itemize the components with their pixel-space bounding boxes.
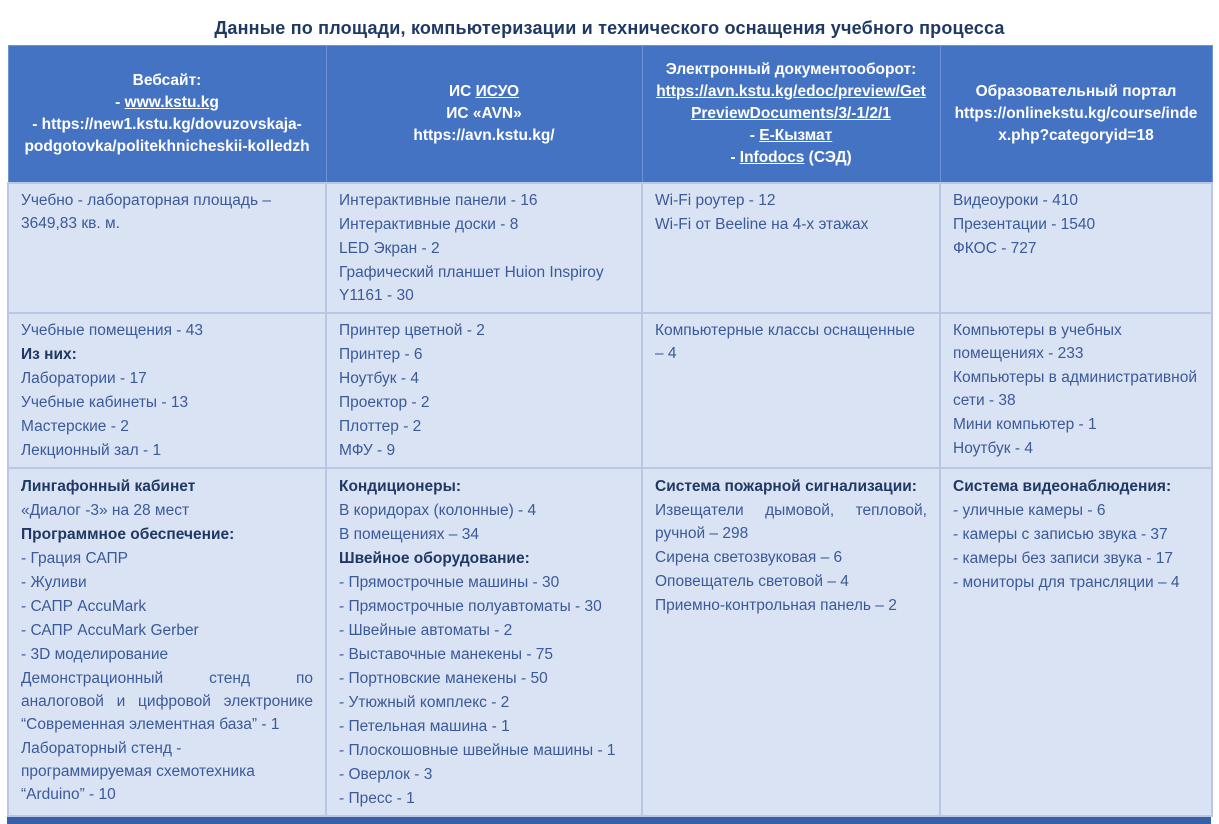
cell-line: - Плоскошовные швейные машины - 1 xyxy=(339,741,616,759)
cell-line: Принтер - 6 xyxy=(339,345,423,363)
cell-r1-c1 xyxy=(8,183,326,313)
cell-r2-c4 xyxy=(940,313,1212,468)
cell-line: Компьютеры в учебных помещениях - 233 xyxy=(953,321,1122,362)
header-text: https://avn.kstu.kg/ xyxy=(413,126,555,144)
cell-line: Графический планшет Huion Inspiroy Y1161 - 30 xyxy=(339,263,604,304)
cell-r2-c1 xyxy=(8,313,326,468)
header-line xyxy=(337,103,632,125)
cell-line: Мини компьютер - 1 xyxy=(953,415,1097,433)
cell-r3-c2 xyxy=(326,468,642,816)
cell-r1-c3 xyxy=(642,183,940,313)
cell-r3-c3 xyxy=(642,468,940,816)
cell-line: ФКОС - 727 xyxy=(953,239,1037,257)
cell-line: Компьютерные классы оснащенные – 4 xyxy=(655,321,916,362)
cell-line: Оповещатель световой – 4 xyxy=(655,572,849,590)
cell-line: - камеры без записи звука - 17 xyxy=(953,549,1173,567)
cell-line: «Диалог -3» на 28 мест xyxy=(21,501,190,519)
cell-line: Мастерские - 2 xyxy=(21,417,129,435)
cell-line: Учебные кабинеты - 13 xyxy=(21,393,189,411)
header-line xyxy=(653,147,930,169)
header-line xyxy=(653,81,930,125)
header-text: ИС xyxy=(448,82,476,100)
cell-line: Лаборатории - 17 xyxy=(21,369,147,387)
cell-line: Сирена светозвуковая – 6 xyxy=(655,548,843,566)
header-text: ИС «AVN» xyxy=(446,104,522,122)
header-line xyxy=(653,59,930,81)
cell-heading: Швейное оборудование: xyxy=(339,549,530,567)
header-text: Электронный документооборот: xyxy=(665,60,917,78)
cell-line: Интерактивные доски - 8 xyxy=(339,215,519,233)
table-row-1 xyxy=(8,183,1212,313)
cell-line: Учебно - лабораторная площадь – 3649,83 кв. м. xyxy=(21,191,271,232)
cell-line: - Жуливи xyxy=(21,573,87,591)
cell-line: - Выставочные манекены - 75 xyxy=(339,645,554,663)
cell-heading: Система пожарной сигнализации: xyxy=(655,477,917,495)
header-text: (СЭД) xyxy=(804,148,852,166)
cell-line: В помещениях – 34 xyxy=(339,525,479,543)
page-title: Данные по площади, компьютеризации и технического оснащения учебного процесса xyxy=(214,18,1005,38)
cell-r1-c4 xyxy=(940,183,1212,313)
header-row xyxy=(8,46,1212,183)
header-link[interactable]: https://avn.kstu.kg/edoc/preview/GetPreviewDocuments/3/-1/2/1 xyxy=(656,82,926,122)
cell-line: Проектор - 2 xyxy=(339,393,430,411)
header-cell-edu-portal xyxy=(940,46,1212,183)
cell-line: - Прямострочные машины - 30 xyxy=(339,573,560,591)
cell-line: В коридорах (колонные) - 4 xyxy=(339,501,537,519)
header-line xyxy=(337,125,632,147)
header-line xyxy=(19,70,316,92)
cell-line: - Утюжный комплекс - 2 xyxy=(339,693,510,711)
cell-line: Wi-Fi от Beeline на 4-х этажах xyxy=(655,215,869,233)
cell-heading: Система видеонаблюдения: xyxy=(953,477,1172,495)
cell-line: Плоттер - 2 xyxy=(339,417,422,435)
cell-r2-c2 xyxy=(326,313,642,468)
cell-line: Извещатели дымовой, тепловой, ручной – 298 xyxy=(655,501,927,542)
header-link[interactable]: www.kstu.kg xyxy=(124,93,219,111)
header-cell-website xyxy=(8,46,326,183)
cell-line: Принтер цветной - 2 xyxy=(339,321,485,339)
table-row-3 xyxy=(8,468,1212,816)
cell-line: - САПР AccuMark Gerber xyxy=(21,621,199,639)
header-line xyxy=(951,103,1202,147)
cell-line: Wi-Fi роутер - 12 xyxy=(655,191,776,209)
header-text: https://onlinekstu.kg/course/index.php?categoryid=18 xyxy=(954,104,1198,144)
cell-r3-c4 xyxy=(940,468,1212,816)
table-bottom-border xyxy=(7,45,1211,824)
header-line xyxy=(653,125,930,147)
header-text: Образовательный портал xyxy=(975,82,1177,100)
cell-line: - Грация САПР xyxy=(21,549,128,567)
cell-line: МФУ - 9 xyxy=(339,441,396,459)
cell-line: Демонстрационный стенд по аналоговой и цифровой электронике “Современная элементная база” - 1 xyxy=(21,669,313,733)
cell-line: - уличные камеры - 6 xyxy=(953,501,1106,519)
cell-line: LED Экран - 2 xyxy=(339,239,440,257)
cell-line: - Петельная машина - 1 xyxy=(339,717,510,735)
cell-line: - САПР AccuMark xyxy=(21,597,147,615)
cell-r2-c3 xyxy=(642,313,940,468)
cell-line: - Швейные автоматы - 2 xyxy=(339,621,513,639)
cell-r3-c1 xyxy=(8,468,326,816)
cell-line: Интерактивные панели - 16 xyxy=(339,191,538,209)
cell-heading: Лингафонный кабинет xyxy=(21,477,196,495)
header-text: - https://new1.kstu.kg/dovuzovskaja-podgotovka/politekhnicheskii-kolledzh xyxy=(24,115,310,155)
cell-heading: Программное обеспечение: xyxy=(21,525,235,543)
cell-line: - мониторы для трансляции – 4 xyxy=(953,573,1180,591)
header-line xyxy=(951,81,1202,103)
cell-line: - Прямострочные полуавтоматы - 30 xyxy=(339,597,602,615)
header-cell-info-systems xyxy=(326,46,642,183)
data-table xyxy=(7,45,1213,817)
cell-line: Лабораторный стенд - программируемая схемотехника “Arduino” - 10 xyxy=(21,739,255,803)
cell-line: Компьютеры в административной сети - 38 xyxy=(953,368,1197,409)
cell-line: Презентации - 1540 xyxy=(953,215,1096,233)
header-text: - xyxy=(749,126,760,144)
cell-heading: Кондиционеры: xyxy=(339,477,462,495)
header-text: Вебсайт: xyxy=(132,71,202,89)
header-text: - xyxy=(115,93,125,111)
header-link[interactable]: Е-Кызмат xyxy=(759,126,833,144)
cell-line: Ноутбук - 4 xyxy=(339,369,419,387)
header-link[interactable]: ИСУО xyxy=(475,82,520,100)
cell-line: - Портновские манекены - 50 xyxy=(339,669,548,687)
header-text: - xyxy=(730,148,740,166)
cell-line: - Пресс - 1 xyxy=(339,789,415,807)
header-cell-edoc xyxy=(642,46,940,183)
cell-heading: Из них: xyxy=(21,345,77,363)
cell-line: - 3D моделирование xyxy=(21,645,169,663)
cell-line: Учебные помещения - 43 xyxy=(21,321,203,339)
table-body xyxy=(8,183,1212,816)
header-link[interactable]: Infodocs xyxy=(739,148,805,166)
cell-line: Видеоуроки - 410 xyxy=(953,191,1078,209)
header-line xyxy=(19,114,316,158)
cell-line: Ноутбук - 4 xyxy=(953,439,1033,457)
cell-line: - Оверлок - 3 xyxy=(339,765,433,783)
cell-r1-c2 xyxy=(326,183,642,313)
header-line xyxy=(337,81,632,103)
cell-line: - камеры с записью звука - 37 xyxy=(953,525,1168,543)
header-line xyxy=(19,92,316,114)
table-row-2 xyxy=(8,313,1212,468)
cell-line: Приемно-контрольная панель – 2 xyxy=(655,596,897,614)
cell-line: Лекционный зал - 1 xyxy=(21,441,162,459)
